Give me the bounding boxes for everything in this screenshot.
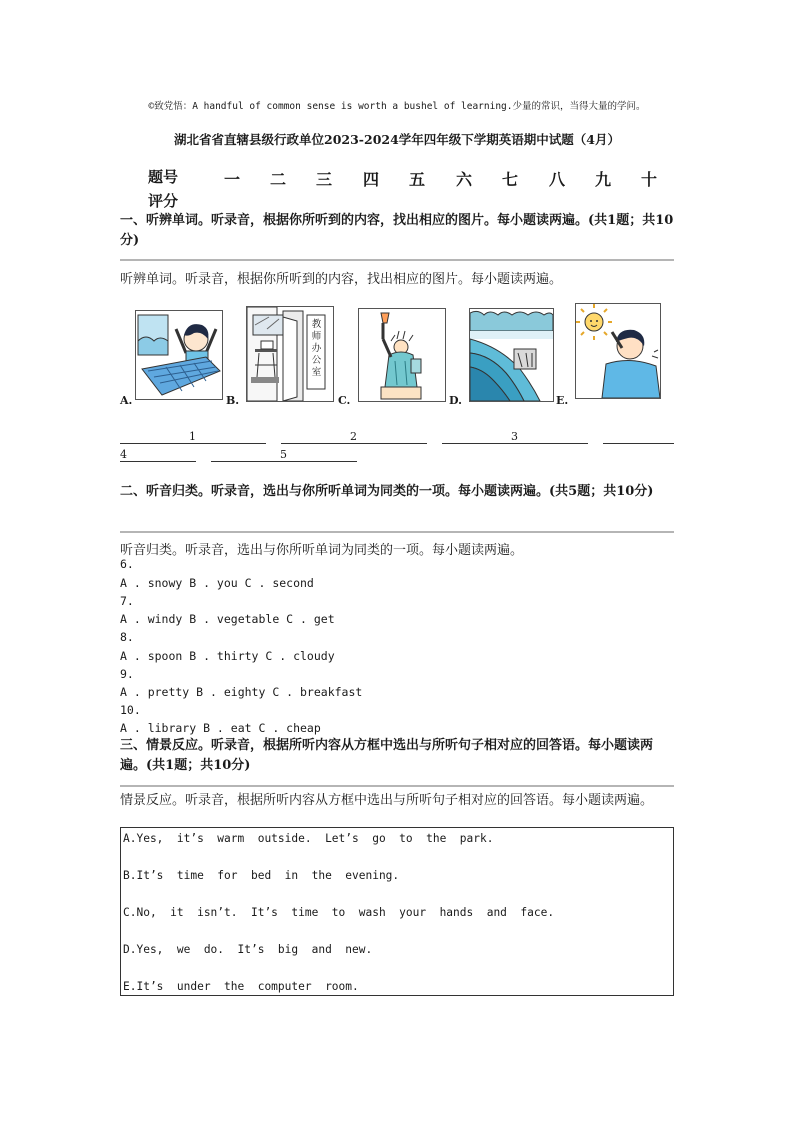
picture-letter-b: B. [226,394,240,407]
blank-number: 2 [350,430,357,443]
picture-a [135,310,223,400]
motto-line: ©致党悟：A handful of common sense is worth a bushel of learning.少量的常识，当得大量的学问。 [148,101,646,112]
statue-of-liberty-icon [359,309,445,401]
answer-blank-4-cont[interactable] [120,447,196,462]
boy-waking-up-in-bed-icon [136,311,222,399]
answer-option-a: A.Yes, it’s warm outside. Let’s go to the park. [123,832,494,845]
answer-options-box [120,827,674,996]
answer-blank-3[interactable] [442,429,588,444]
question-number-8: 8. [120,630,134,644]
answer-blank-2[interactable] [281,429,427,444]
section3-instruction: 情景反应。听录音，根据所听内容从方框中选出与所听句子相对应的回答语。每小题读两遍。 [120,793,654,808]
section-divider [120,785,674,787]
picture-letter-a: A. [120,394,133,407]
blank-number: 1 [189,430,196,443]
teachers-office-sign: 教师办公室 [311,319,322,378]
answer-option-e: E.It’s under the computer room. [123,980,359,993]
picture-b [246,306,334,402]
boy-in-sun-icon [576,304,660,398]
section1-instruction: 听辨单词。听录音，根据你所听到的内容，找出相应的图片。每小题读两遍。 [120,272,563,287]
question-number-7: 7. [120,594,134,608]
score-col-2: 二 [269,170,286,189]
picture-e [575,303,661,399]
question-options-7: A . windy B . vegetable C . get [120,612,335,626]
answer-blank-4[interactable] [603,429,674,444]
picture-letter-d: D. [449,394,462,407]
score-col-4: 四 [362,170,379,189]
section2-title: 二、听音归类。听录音，选出与你所听单词为同类的一项。每小题读两遍。(共5题；共10分) [120,484,654,499]
score-col-10: 十 [640,170,657,189]
picture-c [358,308,446,402]
score-col-1: 一 [223,170,240,189]
blank-number: 5 [280,448,287,461]
answer-option-c: C.No, it isn’t. It’s time to wash your hands and face. [123,906,555,919]
answer-blank-5[interactable] [211,447,357,462]
score-col-8: 八 [548,170,565,189]
answer-option-d: D.Yes, we do. It’s big and new. [123,943,373,956]
question-options-6: A . snowy B . you C . second [120,576,314,590]
question-number-6: 6. [120,557,134,571]
picture-d [469,308,554,402]
section-divider [120,531,674,533]
section1-title: 一、听辨单词。听录音，根据你所听到的内容，找出相应的图片。每小题读两遍。(共1题；共10分) [120,213,674,248]
score-row-label: 题号 [148,168,179,186]
picture-letter-e: E. [556,394,569,407]
score-col-5: 五 [408,170,425,189]
blank-number: 4 [120,448,127,461]
score-col-7: 七 [501,170,518,189]
question-options-8: A . spoon B . thirty C . cloudy [120,649,335,663]
question-options-10: A . library B . eat C . cheap [120,721,321,735]
score-row-label-2: 评分 [148,192,179,210]
question-number-9: 9. [120,667,134,681]
blank-number: 3 [511,430,518,443]
section-divider [120,259,674,261]
question-options-9: A . pretty B . eighty C . breakfast [120,685,363,699]
section3-title: 三、情景反应。听录音，根据所听内容从方框中选出与所听句子相对应的回答语。每小题读两遍。(共1题；共10分) [120,738,654,773]
question-number-10: 10. [120,703,141,717]
score-col-6: 六 [455,170,472,189]
answer-option-b: B.It’s time for bed in the evening. [123,869,400,882]
exam-title: 湖北省省直辖县级行政单位2023-2024学年四年级下学期英语期中试题（4月） [174,132,620,147]
answer-blank-1[interactable] [120,429,266,444]
section2-instruction: 听音归类。听录音，选出与你所听单词为同类的一项。每小题读两遍。 [120,543,524,558]
score-col-9: 九 [594,170,611,189]
picture-letter-c: C. [338,394,351,407]
score-col-3: 三 [315,170,332,189]
water-park-slide-icon [470,309,553,401]
